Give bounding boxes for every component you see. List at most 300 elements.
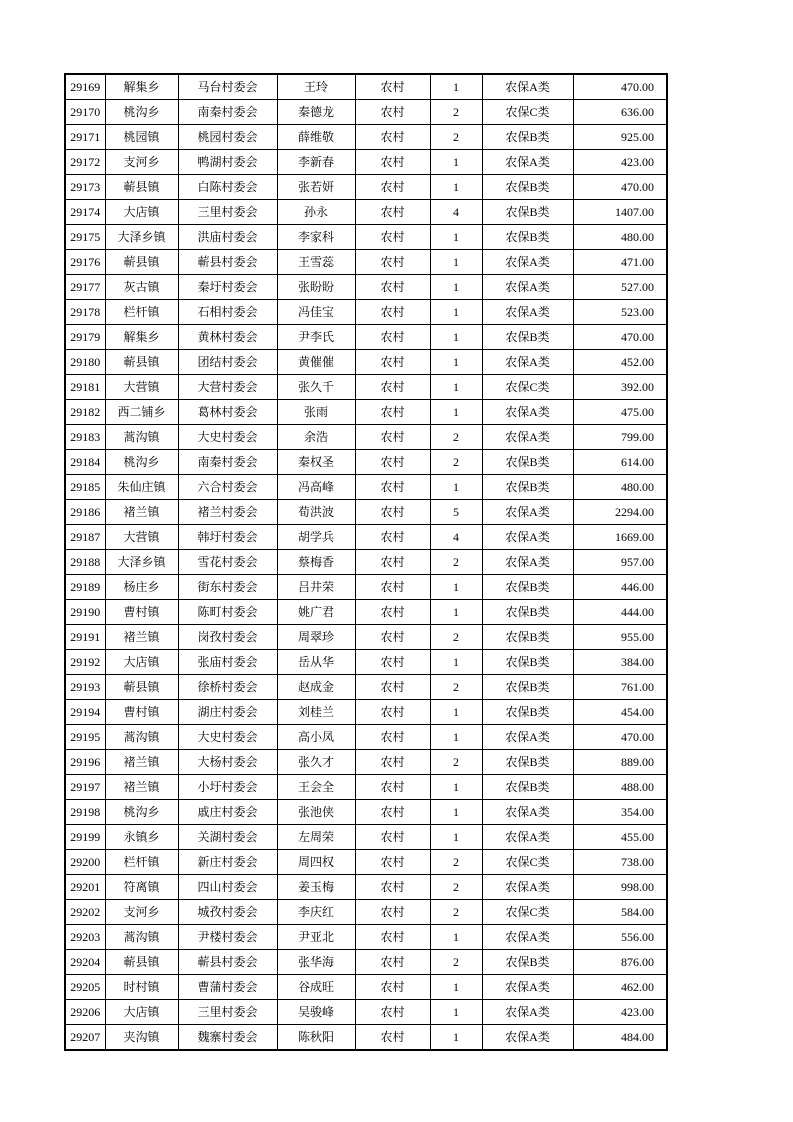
cell-village-committee: 蕲县村委会 [178,250,277,275]
cell-amount: 614.00 [573,450,667,475]
cell-residence-type: 农村 [355,100,430,125]
cell-town: 蕲县镇 [105,350,178,375]
cell-village-committee: 大杨村委会 [178,750,277,775]
cell-insurance-category: 农保B类 [482,675,573,700]
cell-residence-type: 农村 [355,925,430,950]
cell-village-committee: 小圩村委会 [178,775,277,800]
cell-town: 大营镇 [105,375,178,400]
cell-record-id: 29203 [65,925,105,950]
cell-person-name: 岳从华 [277,650,355,675]
table-row [65,175,667,200]
cell-record-id: 29181 [65,375,105,400]
cell-amount: 470.00 [573,175,667,200]
cell-residence-type: 农村 [355,175,430,200]
cell-insurance-category: 农保A类 [482,1025,573,1051]
cell-person-name: 蔡梅香 [277,550,355,575]
table-row [65,925,667,950]
cell-amount: 480.00 [573,225,667,250]
table-row [65,800,667,825]
cell-amount: 470.00 [573,74,667,100]
cell-amount: 423.00 [573,150,667,175]
cell-village-committee: 大史村委会 [178,725,277,750]
cell-insurance-category: 农保B类 [482,575,573,600]
cell-insurance-category: 农保B类 [482,200,573,225]
cell-amount: 392.00 [573,375,667,400]
cell-residence-type: 农村 [355,600,430,625]
cell-village-committee: 韩圩村委会 [178,525,277,550]
table-row [65,350,667,375]
cell-village-committee: 鸭湖村委会 [178,150,277,175]
cell-person-count: 2 [430,450,482,475]
cell-amount: 738.00 [573,850,667,875]
cell-town: 蒿沟镇 [105,925,178,950]
cell-insurance-category: 农保A类 [482,1000,573,1025]
cell-insurance-category: 农保B类 [482,225,573,250]
cell-residence-type: 农村 [355,500,430,525]
cell-amount: 523.00 [573,300,667,325]
cell-residence-type: 农村 [355,575,430,600]
cell-record-id: 29180 [65,350,105,375]
table-row [65,700,667,725]
cell-record-id: 29189 [65,575,105,600]
cell-record-id: 29207 [65,1025,105,1051]
cell-person-name: 吴骏峰 [277,1000,355,1025]
table-row [65,74,667,100]
cell-insurance-category: 农保C类 [482,375,573,400]
table-row [65,150,667,175]
cell-insurance-category: 农保A类 [482,925,573,950]
cell-record-id: 29187 [65,525,105,550]
cell-town: 永镇乡 [105,825,178,850]
cell-residence-type: 农村 [355,625,430,650]
cell-town: 大泽乡镇 [105,225,178,250]
cell-person-name: 黄催催 [277,350,355,375]
cell-person-name: 左周荣 [277,825,355,850]
table-row [65,725,667,750]
cell-insurance-category: 农保A类 [482,800,573,825]
cell-residence-type: 农村 [355,700,430,725]
cell-town: 支河乡 [105,150,178,175]
cell-town: 褚兰镇 [105,625,178,650]
cell-amount: 452.00 [573,350,667,375]
cell-record-id: 29206 [65,1000,105,1025]
cell-town: 时村镇 [105,975,178,1000]
cell-town: 栏杆镇 [105,300,178,325]
cell-record-id: 29182 [65,400,105,425]
cell-residence-type: 农村 [355,950,430,975]
table-row [65,400,667,425]
cell-residence-type: 农村 [355,350,430,375]
cell-person-count: 2 [430,900,482,925]
cell-residence-type: 农村 [355,1025,430,1051]
cell-record-id: 29185 [65,475,105,500]
table-row [65,825,667,850]
cell-person-name: 高小凤 [277,725,355,750]
cell-person-count: 1 [430,275,482,300]
table-row [65,125,667,150]
cell-town: 西二铺乡 [105,400,178,425]
cell-residence-type: 农村 [355,150,430,175]
table-row [65,900,667,925]
cell-insurance-category: 农保A类 [482,725,573,750]
cell-amount: 484.00 [573,1025,667,1051]
cell-insurance-category: 农保A类 [482,250,573,275]
cell-town: 杨庄乡 [105,575,178,600]
cell-person-count: 2 [430,425,482,450]
cell-insurance-category: 农保A类 [482,975,573,1000]
cell-town: 大店镇 [105,200,178,225]
cell-person-count: 1 [430,150,482,175]
cell-record-id: 29172 [65,150,105,175]
cell-residence-type: 农村 [355,850,430,875]
cell-record-id: 29188 [65,550,105,575]
table-row [65,550,667,575]
cell-person-count: 1 [430,650,482,675]
cell-person-count: 1 [430,1000,482,1025]
cell-residence-type: 农村 [355,450,430,475]
cell-town: 曹村镇 [105,700,178,725]
cell-amount: 799.00 [573,425,667,450]
cell-village-committee: 大史村委会 [178,425,277,450]
cell-residence-type: 农村 [355,675,430,700]
cell-person-count: 1 [430,325,482,350]
cell-record-id: 29192 [65,650,105,675]
cell-residence-type: 农村 [355,225,430,250]
cell-person-count: 2 [430,625,482,650]
cell-village-committee: 新庄村委会 [178,850,277,875]
cell-insurance-category: 农保B类 [482,775,573,800]
cell-person-name: 姜玉梅 [277,875,355,900]
cell-record-id: 29200 [65,850,105,875]
cell-village-committee: 大营村委会 [178,375,277,400]
table-row [65,875,667,900]
cell-record-id: 29171 [65,125,105,150]
table-row [65,250,667,275]
cell-town: 桃园镇 [105,125,178,150]
cell-person-count: 2 [430,125,482,150]
table-row [65,1000,667,1025]
cell-person-count: 4 [430,200,482,225]
cell-record-id: 29205 [65,975,105,1000]
cell-person-count: 2 [430,550,482,575]
cell-town: 解集乡 [105,74,178,100]
cell-town: 灰古镇 [105,275,178,300]
cell-insurance-category: 农保C类 [482,100,573,125]
cell-amount: 636.00 [573,100,667,125]
cell-town: 栏杆镇 [105,850,178,875]
cell-amount: 462.00 [573,975,667,1000]
cell-residence-type: 农村 [355,250,430,275]
cell-record-id: 29170 [65,100,105,125]
cell-amount: 556.00 [573,925,667,950]
cell-village-committee: 团结村委会 [178,350,277,375]
cell-residence-type: 农村 [355,375,430,400]
cell-person-count: 1 [430,800,482,825]
cell-amount: 889.00 [573,750,667,775]
cell-insurance-category: 农保B类 [482,450,573,475]
cell-town: 大营镇 [105,525,178,550]
table-row [65,325,667,350]
cell-insurance-category: 农保A类 [482,825,573,850]
table-row [65,200,667,225]
cell-village-committee: 褚兰村委会 [178,500,277,525]
cell-person-name: 赵成金 [277,675,355,700]
cell-amount: 998.00 [573,875,667,900]
cell-record-id: 29190 [65,600,105,625]
table-row [65,775,667,800]
cell-amount: 423.00 [573,1000,667,1025]
cell-village-committee: 湖庄村委会 [178,700,277,725]
cell-residence-type: 农村 [355,74,430,100]
cell-village-committee: 秦圩村委会 [178,275,277,300]
cell-town: 夹沟镇 [105,1025,178,1051]
cell-person-name: 孙永 [277,200,355,225]
cell-person-name: 秦德龙 [277,100,355,125]
cell-insurance-category: 农保A类 [482,400,573,425]
cell-village-committee: 三里村委会 [178,1000,277,1025]
cell-person-count: 2 [430,950,482,975]
cell-amount: 2294.00 [573,500,667,525]
cell-insurance-category: 农保A类 [482,525,573,550]
cell-amount: 470.00 [573,725,667,750]
cell-residence-type: 农村 [355,750,430,775]
cell-residence-type: 农村 [355,325,430,350]
cell-insurance-category: 农保B类 [482,475,573,500]
cell-record-id: 29186 [65,500,105,525]
cell-insurance-category: 农保A类 [482,550,573,575]
cell-village-committee: 南秦村委会 [178,100,277,125]
cell-amount: 1669.00 [573,525,667,550]
cell-person-count: 1 [430,225,482,250]
cell-person-name: 姚广君 [277,600,355,625]
cell-insurance-category: 农保B类 [482,600,573,625]
cell-village-committee: 雪花村委会 [178,550,277,575]
cell-insurance-category: 农保B类 [482,700,573,725]
cell-amount: 761.00 [573,675,667,700]
table-row [65,950,667,975]
cell-insurance-category: 农保B类 [482,175,573,200]
cell-person-name: 张久才 [277,750,355,775]
cell-person-name: 陈秋阳 [277,1025,355,1051]
cell-village-committee: 葛林村委会 [178,400,277,425]
cell-insurance-category: 农保A类 [482,300,573,325]
cell-person-count: 1 [430,825,482,850]
cell-town: 大泽乡镇 [105,550,178,575]
cell-person-count: 1 [430,1025,482,1051]
table-row [65,600,667,625]
cell-village-committee: 陈町村委会 [178,600,277,625]
cell-insurance-category: 农保A类 [482,875,573,900]
cell-record-id: 29184 [65,450,105,475]
cell-record-id: 29174 [65,200,105,225]
cell-person-count: 1 [430,775,482,800]
cell-person-count: 1 [430,175,482,200]
cell-village-committee: 尹楼村委会 [178,925,277,950]
cell-record-id: 29196 [65,750,105,775]
cell-village-committee: 城孜村委会 [178,900,277,925]
cell-insurance-category: 农保A类 [482,150,573,175]
records-table-body [65,74,667,1050]
cell-insurance-category: 农保B类 [482,325,573,350]
cell-insurance-category: 农保A类 [482,74,573,100]
cell-village-committee: 桃园村委会 [178,125,277,150]
cell-person-name: 王会全 [277,775,355,800]
cell-amount: 354.00 [573,800,667,825]
cell-town: 桃沟乡 [105,800,178,825]
cell-village-committee: 岗孜村委会 [178,625,277,650]
cell-amount: 876.00 [573,950,667,975]
table-row [65,675,667,700]
table-row [65,750,667,775]
table-row [65,575,667,600]
cell-village-committee: 戚庄村委会 [178,800,277,825]
cell-insurance-category: 农保B类 [482,950,573,975]
cell-person-count: 1 [430,74,482,100]
cell-insurance-category: 农保C类 [482,850,573,875]
cell-person-name: 周四权 [277,850,355,875]
table-row [65,650,667,675]
cell-village-committee: 四山村委会 [178,875,277,900]
cell-residence-type: 农村 [355,825,430,850]
cell-person-name: 尹亚北 [277,925,355,950]
cell-village-committee: 洪庙村委会 [178,225,277,250]
cell-village-committee: 张庙村委会 [178,650,277,675]
cell-person-count: 2 [430,850,482,875]
cell-person-count: 1 [430,575,482,600]
cell-residence-type: 农村 [355,125,430,150]
cell-record-id: 29191 [65,625,105,650]
cell-amount: 455.00 [573,825,667,850]
cell-record-id: 29199 [65,825,105,850]
table-row [65,275,667,300]
cell-village-committee: 徐桥村委会 [178,675,277,700]
cell-town: 支河乡 [105,900,178,925]
cell-record-id: 29179 [65,325,105,350]
cell-person-name: 冯高峰 [277,475,355,500]
cell-record-id: 29169 [65,74,105,100]
cell-residence-type: 农村 [355,1000,430,1025]
cell-amount: 480.00 [573,475,667,500]
table-row [65,525,667,550]
cell-residence-type: 农村 [355,200,430,225]
cell-person-name: 谷成旺 [277,975,355,1000]
cell-residence-type: 农村 [355,875,430,900]
cell-person-count: 5 [430,500,482,525]
cell-residence-type: 农村 [355,975,430,1000]
cell-person-count: 1 [430,375,482,400]
cell-town: 蕲县镇 [105,175,178,200]
table-row [65,1025,667,1051]
cell-town: 褚兰镇 [105,775,178,800]
cell-amount: 955.00 [573,625,667,650]
cell-person-name: 荀洪波 [277,500,355,525]
cell-town: 蕲县镇 [105,675,178,700]
records-table [64,73,668,1051]
cell-amount: 475.00 [573,400,667,425]
cell-person-count: 1 [430,400,482,425]
cell-residence-type: 农村 [355,800,430,825]
cell-amount: 527.00 [573,275,667,300]
cell-residence-type: 农村 [355,425,430,450]
cell-person-name: 周翠珍 [277,625,355,650]
cell-village-committee: 关湖村委会 [178,825,277,850]
table-row [65,300,667,325]
cell-person-name: 秦权圣 [277,450,355,475]
cell-person-count: 1 [430,725,482,750]
table-row [65,425,667,450]
cell-village-committee: 三里村委会 [178,200,277,225]
table-row [65,625,667,650]
cell-record-id: 29202 [65,900,105,925]
cell-insurance-category: 农保A类 [482,425,573,450]
cell-village-committee: 魏寨村委会 [178,1025,277,1051]
cell-town: 朱仙庄镇 [105,475,178,500]
cell-village-committee: 石相村委会 [178,300,277,325]
cell-amount: 488.00 [573,775,667,800]
cell-person-name: 张盼盼 [277,275,355,300]
cell-person-count: 2 [430,675,482,700]
table-row [65,100,667,125]
cell-residence-type: 农村 [355,300,430,325]
cell-person-count: 1 [430,700,482,725]
cell-person-count: 1 [430,475,482,500]
cell-record-id: 29197 [65,775,105,800]
cell-village-committee: 六合村委会 [178,475,277,500]
cell-record-id: 29175 [65,225,105,250]
cell-town: 大店镇 [105,1000,178,1025]
cell-record-id: 29183 [65,425,105,450]
cell-town: 蒿沟镇 [105,425,178,450]
cell-person-name: 尹李氏 [277,325,355,350]
cell-amount: 957.00 [573,550,667,575]
cell-person-name: 胡学兵 [277,525,355,550]
cell-record-id: 29193 [65,675,105,700]
cell-village-committee: 曹蒲村委会 [178,975,277,1000]
cell-record-id: 29201 [65,875,105,900]
cell-insurance-category: 农保A类 [482,500,573,525]
cell-village-committee: 马台村委会 [178,74,277,100]
cell-amount: 454.00 [573,700,667,725]
cell-town: 褚兰镇 [105,750,178,775]
cell-town: 蒿沟镇 [105,725,178,750]
cell-person-count: 2 [430,100,482,125]
cell-person-count: 2 [430,750,482,775]
cell-person-name: 王玲 [277,74,355,100]
cell-insurance-category: 农保A类 [482,350,573,375]
cell-amount: 584.00 [573,900,667,925]
cell-town: 蕲县镇 [105,950,178,975]
cell-person-count: 1 [430,925,482,950]
cell-record-id: 29178 [65,300,105,325]
cell-residence-type: 农村 [355,475,430,500]
cell-record-id: 29204 [65,950,105,975]
cell-amount: 446.00 [573,575,667,600]
cell-record-id: 29176 [65,250,105,275]
cell-record-id: 29173 [65,175,105,200]
cell-residence-type: 农村 [355,525,430,550]
cell-town: 解集乡 [105,325,178,350]
cell-person-name: 张华海 [277,950,355,975]
table-row [65,975,667,1000]
cell-residence-type: 农村 [355,275,430,300]
cell-amount: 471.00 [573,250,667,275]
cell-village-committee: 白陈村委会 [178,175,277,200]
cell-amount: 470.00 [573,325,667,350]
cell-insurance-category: 农保A类 [482,275,573,300]
cell-town: 蕲县镇 [105,250,178,275]
cell-person-count: 1 [430,975,482,1000]
cell-amount: 1407.00 [573,200,667,225]
